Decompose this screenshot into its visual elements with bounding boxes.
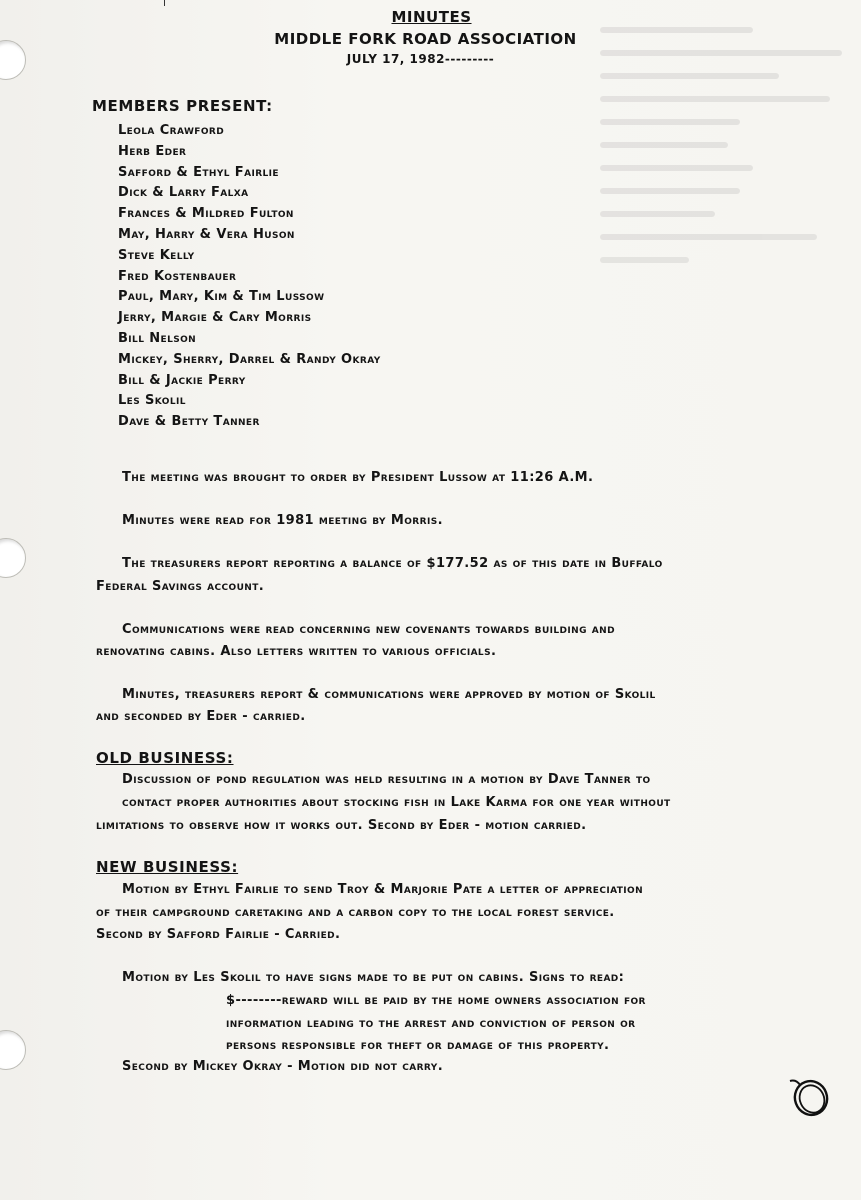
- binder-hole-icon: [0, 1030, 26, 1070]
- circled-check-mark-icon: [786, 1073, 832, 1119]
- binder-hole-icon: [0, 538, 26, 578]
- meeting-date: JULY 17, 1982---------: [346, 52, 495, 66]
- document-title: MINUTES: [391, 8, 472, 26]
- old-business-line-1: Discussion of pond regulation was held resulting in a motion by Dave Tanner to: [122, 772, 651, 787]
- new-business-heading: NEW BUSINESS:: [96, 858, 239, 876]
- members-heading: MEMBERS PRESENT:: [92, 97, 273, 115]
- list-item: Mickey, Sherry, Darrel & Randy Okray: [118, 351, 381, 367]
- treasurer-line-1: The treasurers report reporting a balance of $177.52 as of this date in Buffalo: [122, 556, 663, 571]
- list-item: Frances & Mildred Fulton: [118, 206, 294, 222]
- list-item: Steve Kelly: [118, 247, 195, 263]
- list-item: Bill & Jackie Perry: [118, 372, 246, 388]
- old-business-heading: OLD BUSINESS:: [96, 749, 234, 767]
- approval-line-1: Minutes, treasurers report & communications were approved by motion of Skolil: [122, 687, 656, 702]
- treasurer-line-2: Federal Savings account.: [96, 579, 265, 594]
- order-paragraph: The meeting was brought to order by President Lussow at 11:26 A.M.: [122, 470, 594, 485]
- old-business-line-3: limitations to observe how it works out. Second by Eder - motion carried.: [96, 818, 587, 833]
- communications-line-2: renovating cabins. Also letters written to various officials.: [96, 644, 497, 659]
- communications-line-1: Communications were read concerning new covenants towards building and: [122, 622, 615, 637]
- list-item: Paul, Mary, Kim & Tim Lussow: [118, 289, 325, 305]
- list-item: Safford & Ethyl Fairlie: [118, 164, 279, 180]
- sign-text-line-2: information leading to the arrest and conviction of person or: [226, 1016, 636, 1031]
- old-business-line-2: contact proper authorities about stocking fish in Lake Karma for one year without: [122, 795, 671, 810]
- motion-2-second: Second by Mickey Okray - Motion did not carry.: [122, 1059, 444, 1074]
- sign-text-line-3: persons responsible for theft or damage of this property.: [226, 1038, 610, 1053]
- list-item: Les Skolil: [118, 393, 186, 409]
- minutes-read-paragraph: Minutes were read for 1981 meeting by Morris.: [122, 513, 443, 528]
- sign-text-line-1: $--------reward will be paid by the home owners association for: [226, 993, 646, 1008]
- new-business-motion-1-line-1: Motion by Ethyl Fairlie to send Troy & Marjorie Pate a letter of appreciation: [122, 882, 644, 897]
- approval-line-2: and seconded by Eder - carried.: [96, 709, 306, 724]
- new-business-motion-1-line-2: of their campground caretaking and a carbon copy to the local forest service.: [96, 905, 615, 920]
- list-item: Dick & Larry Falxa: [118, 185, 249, 201]
- list-item: Dave & Betty Tanner: [118, 414, 260, 430]
- organization-name: MIDDLE FORK ROAD ASSOCIATION: [274, 30, 577, 48]
- margin-tick: [164, 0, 165, 6]
- new-business-motion-1-line-3: Second by Safford Fairlie - Carried.: [96, 927, 341, 942]
- list-item: Fred Kostenbauer: [118, 268, 237, 284]
- list-item: Jerry, Margie & Cary Morris: [118, 310, 312, 326]
- list-item: Leola Crawford: [118, 123, 225, 138]
- new-business-motion-2-line-1: Motion by Les Skolil to have signs made to be put on cabins. Signs to read:: [122, 970, 625, 985]
- list-item: Herb Eder: [118, 143, 187, 159]
- members-list: [118, 121, 381, 433]
- list-item: May, Harry & Vera Huson: [118, 226, 295, 242]
- list-item: Bill Nelson: [118, 330, 197, 346]
